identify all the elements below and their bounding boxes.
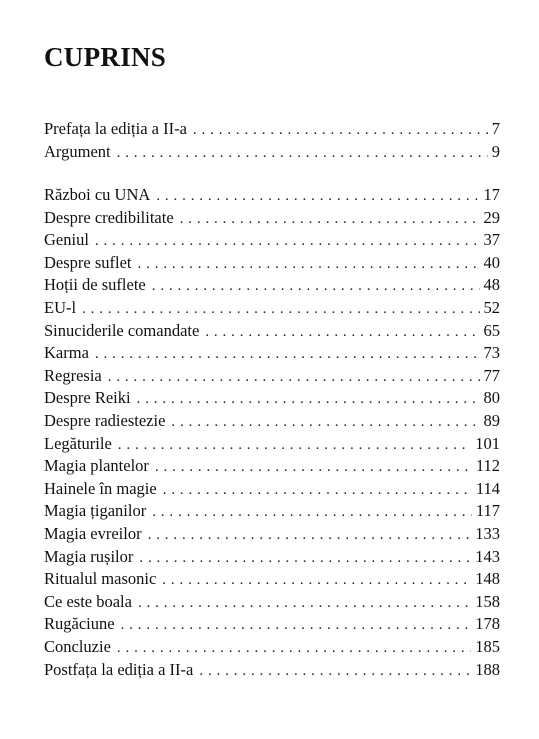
toc-entry [44,184,500,207]
toc-entry [44,568,500,591]
toc-section-front [44,118,500,163]
toc-entry [44,297,500,320]
dot-leader [148,524,472,547]
toc-entry-page-number: 101 [475,433,500,453]
toc-entry [44,387,500,410]
toc-entry-page-number: 117 [475,501,500,521]
dot-leader [193,119,488,142]
toc-entry [44,659,500,682]
toc-entry-page-number: 114 [475,478,500,498]
dot-leader [199,660,471,683]
dot-leader [138,592,471,615]
toc-entry-title: Despre suflet [44,252,132,272]
dot-leader [205,321,479,344]
toc-entry [44,229,500,252]
toc-entry [44,613,500,636]
toc-entry-title: Ritualul masonic [44,569,157,589]
toc-entry [44,141,500,164]
toc-entry-title: EU-l [44,297,77,317]
dot-leader [118,434,471,457]
dot-leader [156,185,479,208]
toc-entry [44,410,500,433]
toc-entry-title: Magia evreilor [44,523,142,543]
toc-entry-title: Magia plantelor [44,456,149,476]
toc-entry [44,252,500,275]
toc-entry-title: Karma [44,343,89,363]
toc-entry-title: Sinuciderile comandate [44,320,200,340]
toc-entry-page-number: 73 [483,343,500,363]
dot-leader [155,456,472,479]
toc-entry [44,455,500,478]
toc-entry [44,118,500,141]
toc-entry [44,342,500,365]
toc-entry-title: Război cu UNA [44,185,151,204]
toc-entry [44,433,500,456]
toc-entry-title: Concluzie [44,637,111,656]
toc-entry-title: Rugăciune [44,614,115,634]
dot-leader [171,411,479,434]
toc-entry-title: Prefața la ediția a II-a [44,119,187,138]
toc-entry-title: Ce este boala [44,591,132,611]
dot-leader [82,298,479,321]
toc-entry-title: Despre radiestezie [44,410,166,430]
toc-entry [44,500,500,523]
dot-leader [108,366,480,389]
toc-entry-title: Magia țiganilor [44,501,147,521]
toc-entry-page-number: 112 [475,456,500,476]
page-title: CUPRINS [44,42,167,72]
dot-leader [95,230,480,253]
toc-entry [44,546,500,569]
toc-entry-page-number: 65 [483,320,500,340]
dot-leader [121,614,472,637]
toc-entry [44,591,500,614]
toc-entry-title: Argument [44,141,111,161]
toc-entry-title: Magia rușilor [44,546,134,566]
toc-entry-title: Geniul [44,230,89,250]
toc-entry-title: Hainele în magie [44,478,157,498]
toc-entry-page-number: 40 [483,252,500,272]
toc-entry-page-number: 89 [483,410,500,430]
dot-leader [180,208,480,231]
toc-section-chapters [44,184,500,636]
toc-entry [44,274,500,297]
dot-leader [152,275,480,298]
toc-entry-title: Postfața la ediția a II-a [44,659,194,679]
toc-entry-page-number: 143 [475,546,500,566]
toc-entry-page-number: 188 [475,659,500,679]
toc-entry-page-number: 178 [475,614,500,634]
toc-entry-page-number: 17 [483,185,500,204]
toc-entry-page-number: 7 [491,119,500,138]
toc-section-back [44,636,500,681]
toc-entry-page-number: 77 [483,365,500,385]
toc-entry-title: Hoții de suflete [44,275,146,295]
toc-entry [44,523,500,546]
dot-leader [95,343,480,366]
toc-entry [44,365,500,388]
dot-leader [162,569,471,592]
toc-entry-page-number: 29 [483,207,500,227]
toc-entry [44,207,500,230]
toc-entry-page-number: 185 [475,637,500,656]
toc-entry-title: Legăturile [44,433,112,453]
dot-leader [152,501,472,524]
toc-entry [44,636,500,659]
dot-leader [139,547,471,570]
toc-entry-page-number: 48 [483,275,500,295]
toc-entry-page-number: 37 [483,230,500,250]
dot-leader [163,479,472,502]
dot-leader [137,388,480,411]
toc-entry-page-number: 52 [483,297,500,317]
toc-entry-page-number: 80 [483,388,500,408]
toc-entry [44,478,500,501]
toc-entry-title: Despre credibilitate [44,207,174,227]
dot-leader [138,253,480,276]
dot-leader [117,637,471,660]
toc-entry-page-number: 133 [475,523,500,543]
toc-entry-page-number: 9 [491,141,500,161]
toc-entry-title: Regresia [44,365,102,385]
toc-entry-page-number: 148 [475,569,500,589]
toc-entry [44,320,500,343]
dot-leader [117,142,488,165]
toc-entry-title: Despre Reiki [44,388,131,408]
toc-entry-page-number: 158 [475,591,500,611]
